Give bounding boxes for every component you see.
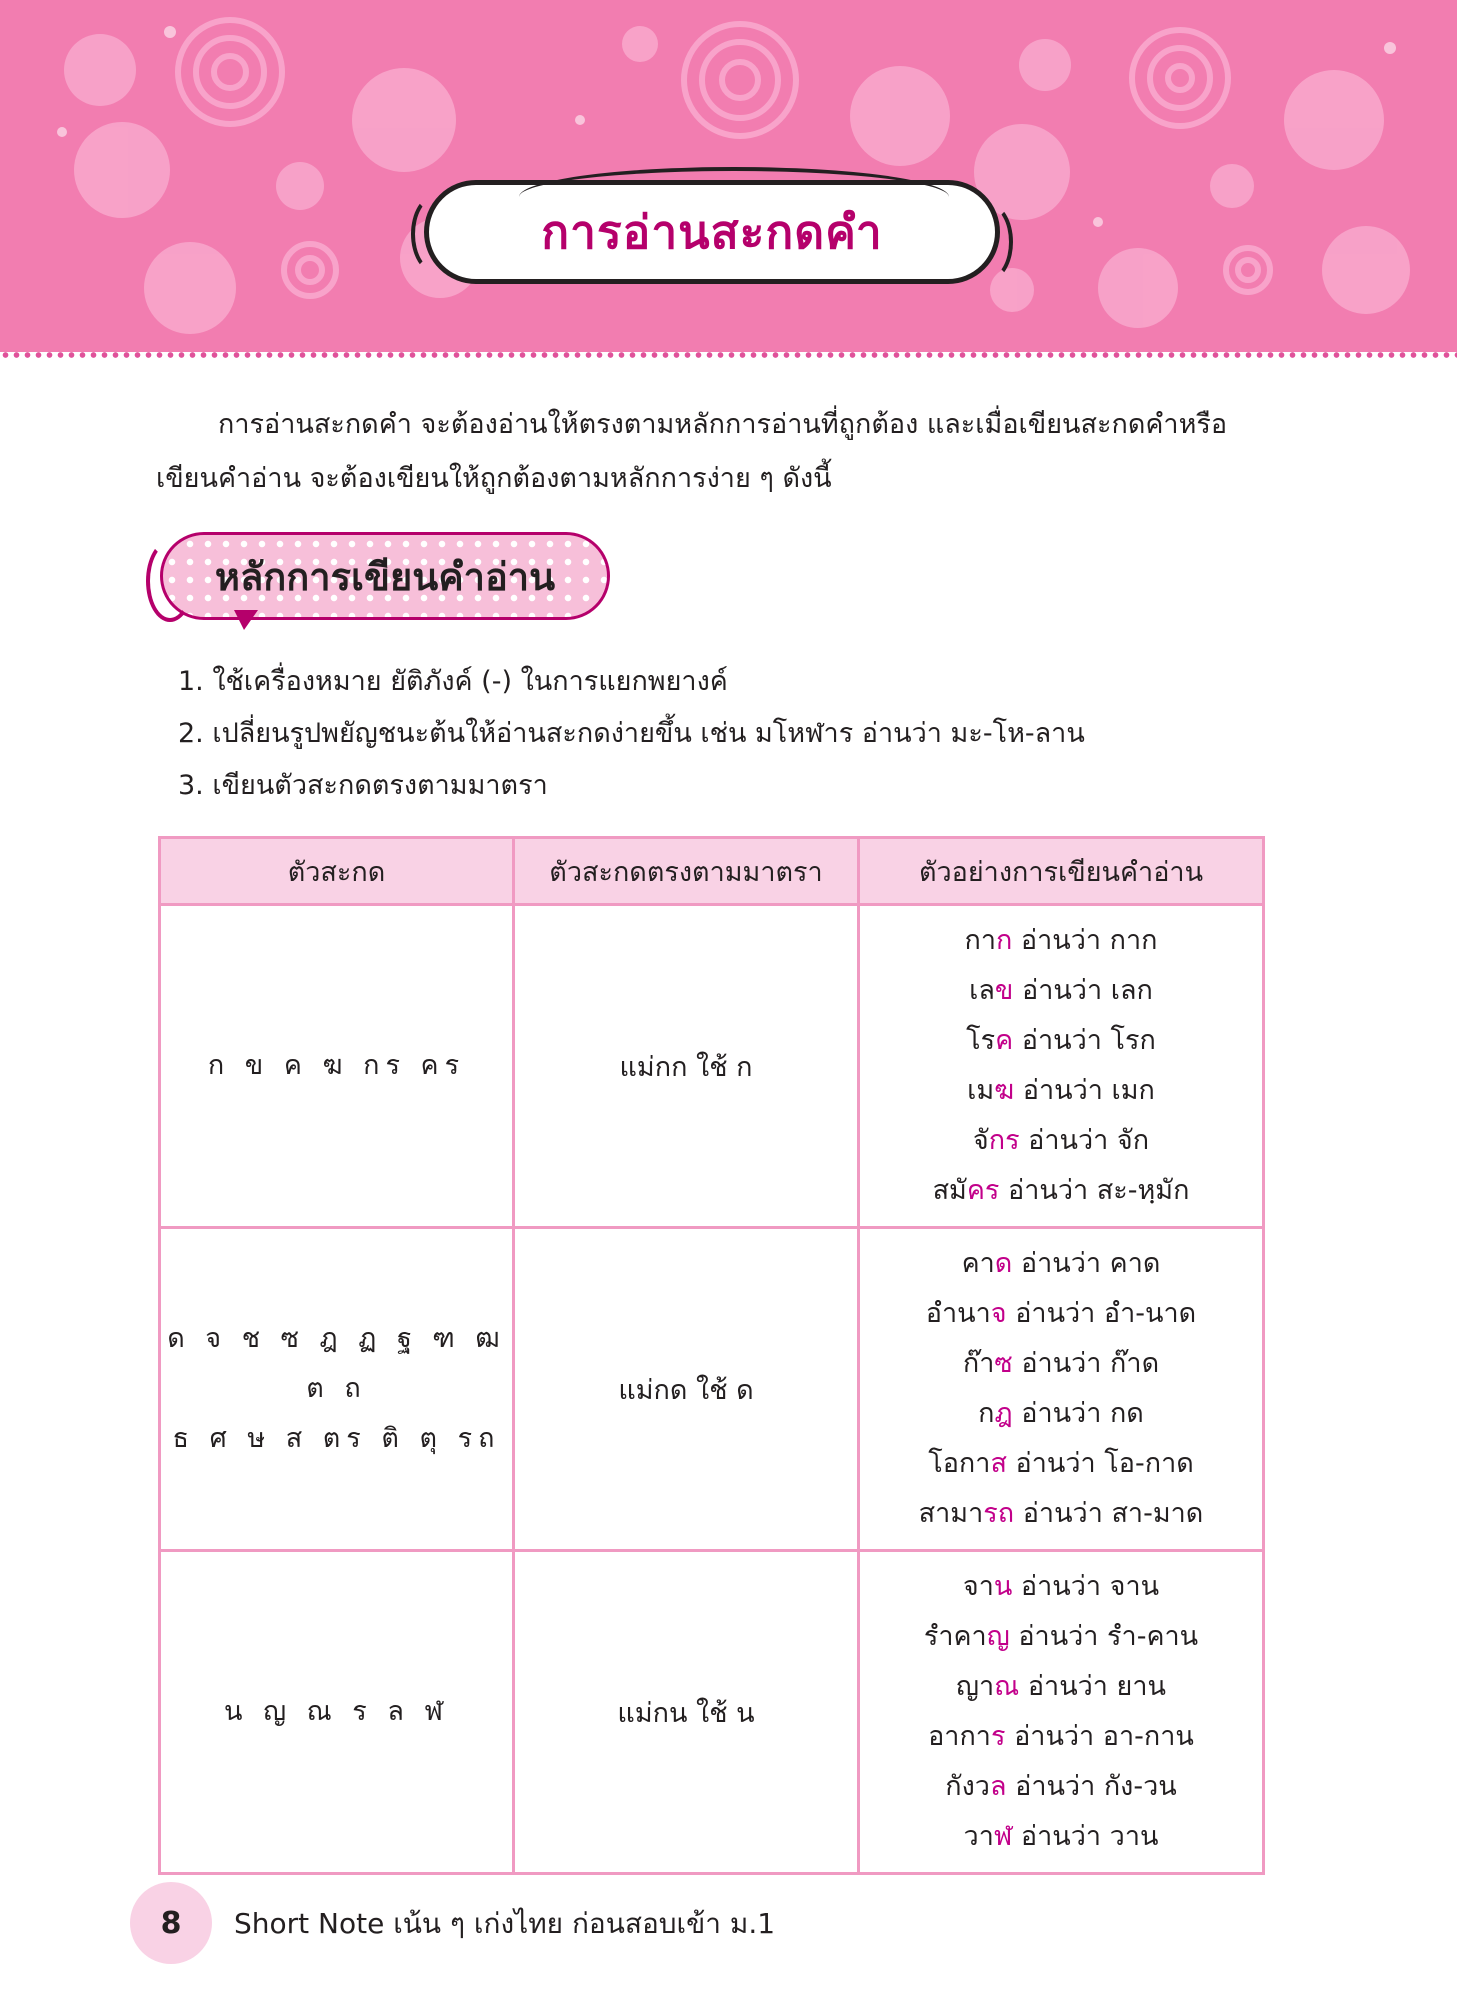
example-line: โรค อ่านว่า โรก (966, 1025, 1156, 1056)
example-line: กังวล อ่านว่า กัง-วน (945, 1771, 1177, 1802)
finals-cell (160, 1551, 514, 1874)
pill-swoosh-right (965, 203, 1013, 281)
example-line: คาด อ่านว่า คาด (961, 1248, 1161, 1279)
intro-line-1: การอ่านสะกดคำ จะต้องอ่านให้ตรงตามหลักการอ่านที่ถูกต้อง และเมื่อเขียนสะกดคำหรือ (218, 409, 1228, 440)
header-finals: ตัวสะกด (160, 838, 514, 905)
example-line: กาก อ่านว่า กาก (964, 925, 1158, 956)
example-line: สามารถ อ่านว่า สา-มาด (918, 1498, 1204, 1529)
example-line: กฎ อ่านว่า กด (978, 1398, 1144, 1429)
example-line: โอกาส อ่านว่า โอ-กาด (928, 1448, 1194, 1479)
rules-list (178, 656, 1278, 812)
example-line: เลข อ่านว่า เลก (969, 975, 1153, 1006)
section-heading-badge (160, 532, 610, 620)
table-row (160, 1551, 1264, 1874)
matra-cell: แม่กด ใช้ ด (514, 1228, 859, 1551)
example-line: ก๊าซ อ่านว่า ก๊าด (962, 1348, 1160, 1379)
page-title: การอ่านสะกดคำ (541, 204, 883, 259)
example-line: อำนาจ อ่านว่า อำ-นาด (925, 1298, 1197, 1329)
example-line: เมฆ อ่านว่า เมก (967, 1075, 1155, 1106)
example-line: สมัคร อ่านว่า สะ-หฺมัก (932, 1175, 1190, 1206)
header-matra: ตัวสะกดตรงตามมาตรา (514, 838, 859, 905)
rule-item: 1. ใช้เครื่องหมาย ยัติภังค์ (-) ในการแยกพยางค์ (178, 666, 728, 697)
examples-cell (859, 905, 1264, 1228)
banner-dotted-border (0, 350, 1457, 360)
example-line: ญาณ อ่านว่า ยาน (956, 1671, 1166, 1702)
matra-cell: แม่กก ใช้ ก (514, 905, 859, 1228)
table-row (160, 1228, 1264, 1551)
header-examples: ตัวอย่างการเขียนคำอ่าน (859, 838, 1264, 905)
example-line: วาฬ อ่านว่า วาน (963, 1821, 1159, 1852)
finals-line: ธ ศ ษ ส ตร ติ ตุ รถ (172, 1423, 501, 1454)
finals-cell (160, 905, 514, 1228)
pill-swoosh-left (411, 195, 459, 273)
intro-line-2: เขียนคำอ่าน จะต้องเขียนให้ถูกต้องตามหลักการง่าย ๆ ดังนี้ (156, 463, 832, 494)
example-line: รำคาญ อ่านว่า รำ-คาน (923, 1621, 1199, 1652)
title-pill (424, 180, 1000, 284)
rule-item: 2. เปลี่ยนรูปพยัญชนะต้นให้อ่านสะกดง่ายขึ้น เช่น มโหฬาร อ่านว่า มะ-โห-ลาน (178, 718, 1085, 749)
final-consonant-table (158, 836, 1265, 1875)
finals-cell (160, 1228, 514, 1551)
examples-cell (859, 1551, 1264, 1874)
section-title: หลักการเขียนคำอ่าน (214, 554, 556, 599)
header-banner (0, 0, 1457, 352)
page-number: 8 (130, 1882, 212, 1964)
finals-line: น ญ ณ ร ล ฬ (224, 1696, 449, 1727)
example-line: อาการ อ่านว่า อา-กาน (928, 1721, 1194, 1752)
table-row (160, 905, 1264, 1228)
table-header-row (160, 838, 1264, 905)
example-line: จาน อ่านว่า จาน (962, 1571, 1160, 1602)
examples-cell (859, 1228, 1264, 1551)
rule-item: 3. เขียนตัวสะกดตรงตามมาตรา (178, 770, 548, 801)
finals-line: ก ข ค ฆ กร คร (207, 1050, 466, 1081)
example-line: จักร อ่านว่า จัก (972, 1125, 1150, 1156)
matra-cell: แม่กน ใช้ น (514, 1551, 859, 1874)
finals-line: ด จ ช ซ ฎ ฏ ฐ ฑ ฒ ต ถ (167, 1323, 506, 1404)
footer-book-title: Short Note เน้น ๆ เก่งไทย ก่อนสอบเข้า ม.1 (234, 1907, 776, 1940)
intro-paragraph (156, 398, 1266, 506)
